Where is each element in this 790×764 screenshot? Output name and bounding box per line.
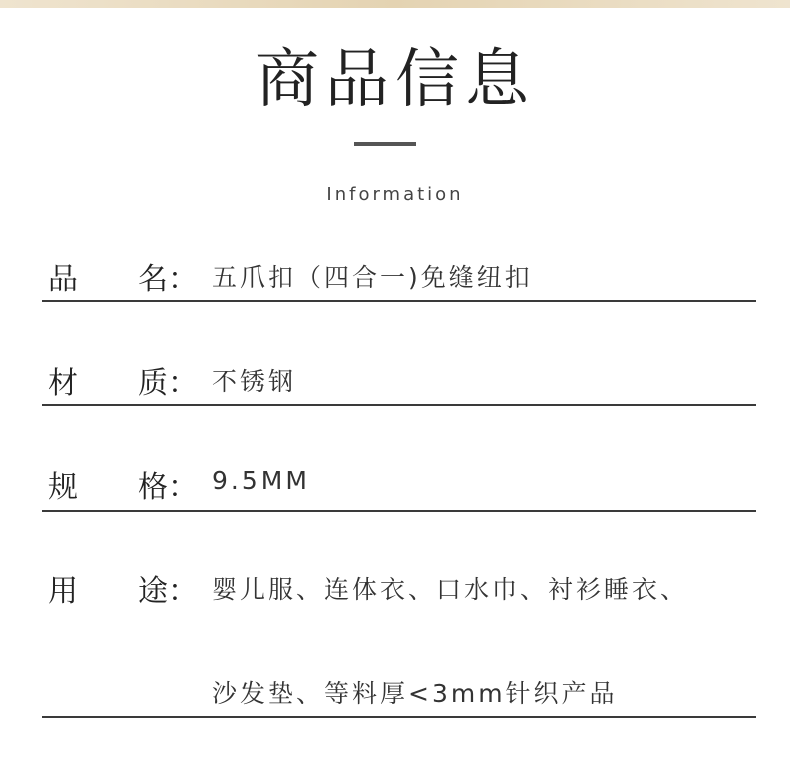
row-label: [48, 566, 198, 610]
title-divider: [354, 142, 416, 146]
row-label: [48, 358, 198, 402]
row-value-continued: 沙发垫、等料厚<3mm针织产品: [212, 679, 618, 708]
info-row-name: [42, 254, 756, 302]
label-char: 途：: [138, 574, 198, 609]
label-char: 名：: [138, 262, 198, 297]
info-row-material: [42, 358, 756, 406]
top-accent-bar: [0, 0, 790, 8]
label-char: 质：: [138, 366, 198, 401]
label-char: 品: [48, 262, 78, 297]
row-value: 不锈钢: [212, 367, 297, 396]
label-char: 用: [48, 574, 78, 609]
page-title: 商品信息: [255, 43, 535, 117]
info-row-usage: [42, 566, 756, 718]
row-label: [48, 254, 198, 298]
label-char: 材: [48, 366, 78, 401]
label-char: 格：: [138, 470, 198, 505]
row-label: [48, 462, 198, 506]
row-value: 婴儿服、连体衣、口水巾、衬衫睡衣、: [212, 575, 689, 604]
label-char: 规: [48, 470, 78, 505]
row-value: 五爪扣（四合一)免缝纽扣: [212, 263, 533, 292]
page-subtitle: Information: [326, 184, 464, 205]
info-row-spec: [42, 462, 756, 512]
row-value: 9.5MM: [212, 466, 310, 495]
